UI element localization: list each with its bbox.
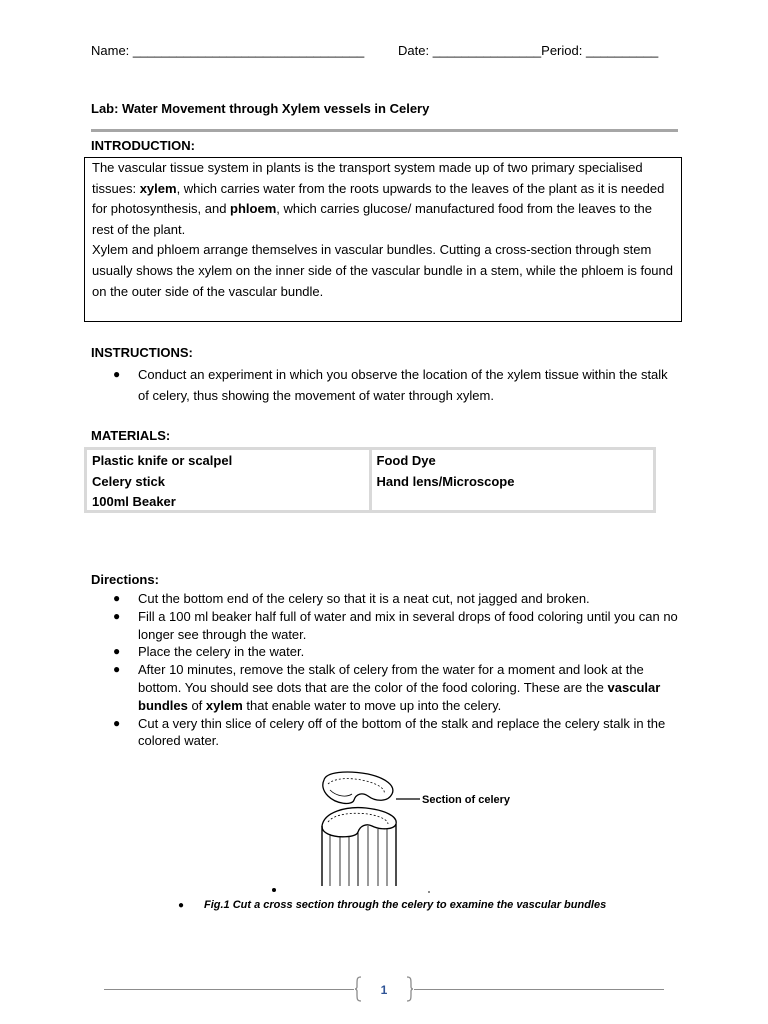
left-bracket-icon [354,976,362,1002]
intro-text-a: The vascular tissue system in plants is the transport system made up of two primary specialised tissues: [92,160,643,196]
footer-line-right [414,989,664,990]
intro-text-b: , which carries water from the roots upwards to the leaves of the plant as it is needed for photosynthesis, and [92,180,665,217]
bullet-icon: ● [113,644,121,659]
title-divider [91,129,678,132]
bullet-icon: ● [113,591,121,605]
list-item [91,608,681,644]
direction-text: that enable water to move up into the celery. [242,697,502,713]
vascular-bundles-term: vascular bundles [138,679,661,713]
footer-line-left [104,989,354,990]
list-item [91,715,681,751]
phloem-term: phloem [230,201,277,217]
material-item: Celery stick [92,473,165,489]
direction-text: Cut the bottom end of the celery so that it is a neat cut, not jagged and broken. [138,591,590,606]
celery-illustration [316,768,516,890]
material-item: Plastic knife or scalpel [92,453,233,468]
name-blank[interactable]: ________________________________ [132,43,365,58]
material-item: 100ml Beaker [92,494,176,509]
materials-heading: MATERIALS: [91,428,171,443]
list-item [91,590,681,608]
materials-column-right [372,450,654,510]
material-item: Hand lens/Microscope [376,473,515,489]
instructions-list [91,364,681,406]
materials-table [84,447,656,513]
introduction-box [84,157,682,322]
introduction-paragraph-1 [92,158,673,240]
xylem-term: xylem [139,180,177,196]
instructions-heading: INSTRUCTIONS: [91,345,193,360]
period-label: Period: [541,43,583,58]
bullet-icon: ● [113,608,121,623]
caption-text: Fig.1 Cut a cross section through the celery to examine the vascular bundles [204,899,607,911]
bullet-icon: ● [113,662,121,677]
period-blank[interactable]: __________ [585,43,659,58]
instruction-text: Conduct an experiment in which you observe the location of the xylem tissue within the stalk of celery, thus showing the movement of water through xylem. [138,367,668,403]
page-number: 1 [380,983,388,997]
direction-text: Place the celery in the water. [138,644,305,660]
date-blank[interactable]: _______________ [432,43,542,58]
materials-column-left [87,450,372,510]
name-line [91,43,364,58]
section-label: Section of celery [422,794,511,806]
direction-text: After 10 minutes, remove the stalk of celery from the water for a moment and look at the bottom. You should see dots that are the color of the food coloring. These are the [138,662,644,695]
intro-text-c: , which carries glucose/ manufactured food from the leaves to the rest of the plant. [92,201,653,237]
bullet-icon: ● [113,715,121,730]
list-item [91,364,681,406]
introduction-heading: INTRODUCTION: [91,138,195,153]
bullet-icon: ● [178,900,185,911]
celery-figure [316,768,516,890]
lab-title: Lab: Water Movement through Xylem vessels in Celery [91,101,430,116]
bullet-icon: ● [113,367,121,381]
introduction-paragraph-2: Xylem and phloem arrange themselves in vascular bundles. Cutting a cross-section through stem usually shows the xylem on the inner side of the vascular bundle in a stem, while the phloem is found on the outer side of the vascular bundle. [92,242,673,299]
directions-list [91,590,681,750]
xylem-term: xylem [205,697,243,713]
right-bracket-icon [406,976,414,1002]
list-item [91,643,681,661]
direction-text: Fill a 100 ml beaker half full of water and mix in several drops of food coloring until you can no longer see through the water. [138,608,678,642]
direction-text: of [187,697,206,713]
date-label: Date: [398,43,430,58]
bullet-icon [428,891,430,893]
material-item: Food Dye [376,453,436,468]
figure-caption [178,899,606,911]
name-label: Name: [91,43,130,58]
direction-text: Cut a very thin slice of celery off of the bottom of the stalk and replace the celery stalk in the colored water. [138,715,666,749]
date-period-line [398,43,658,58]
list-item [91,661,681,714]
directions-heading: Directions: [91,572,159,587]
bullet-icon [272,888,276,892]
